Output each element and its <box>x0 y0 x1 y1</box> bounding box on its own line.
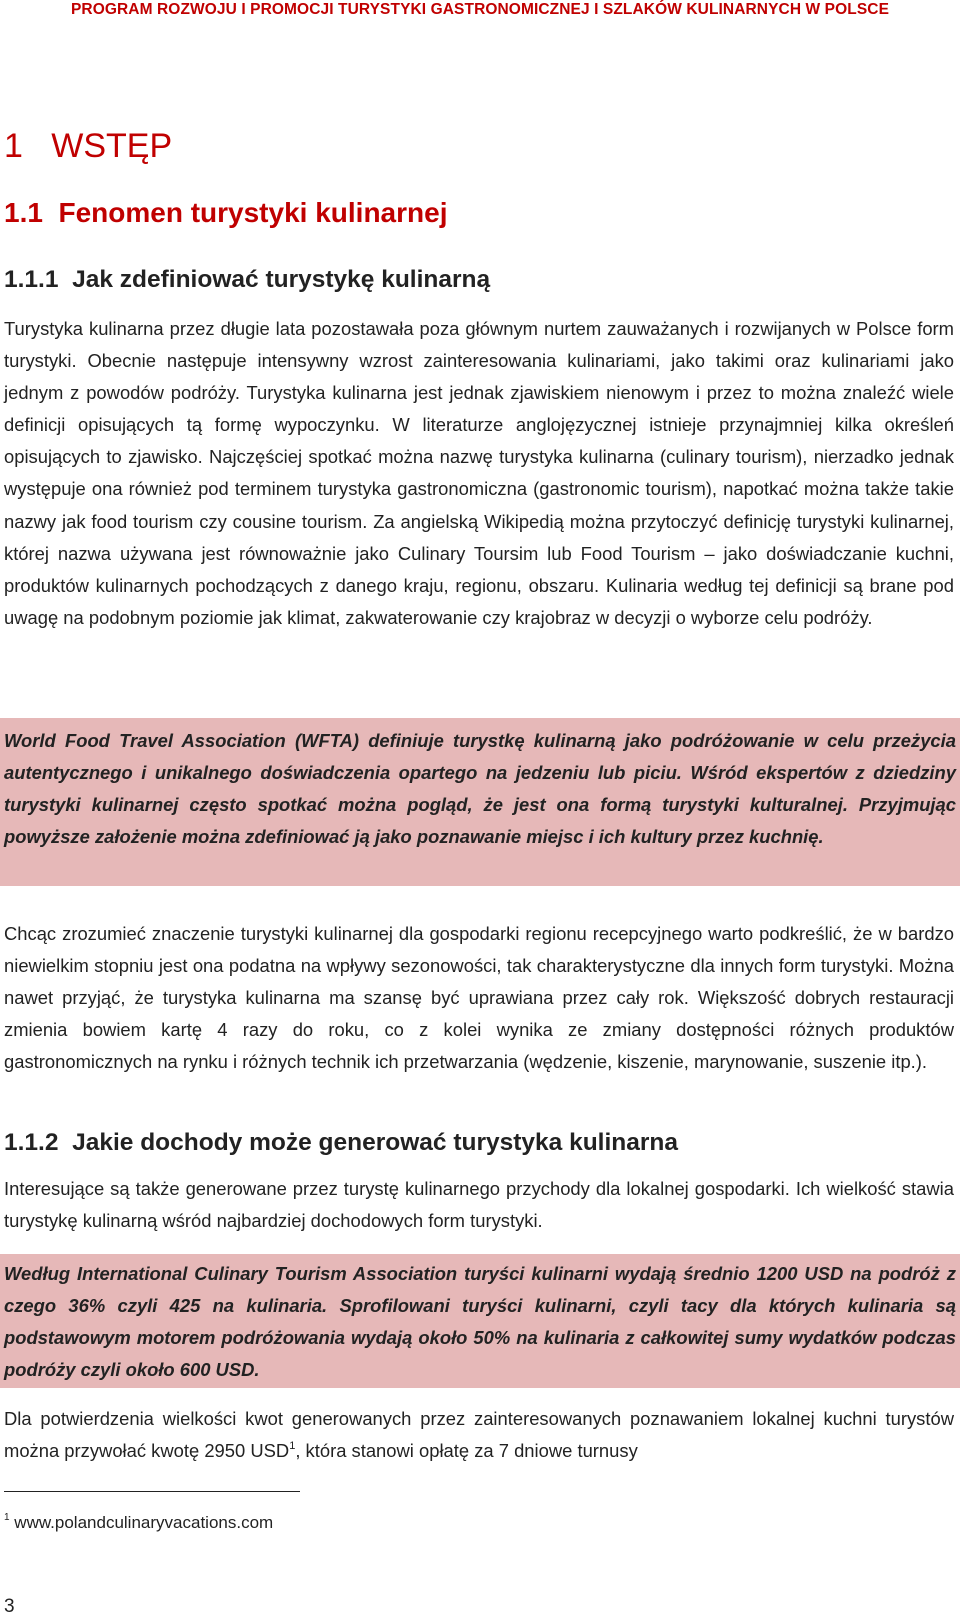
paragraph-definition: Turystyka kulinarna przez długie lata pozostawała poza głównym nurtem zauważanych i rozwijanych w Polsce form turystyki. Obecnie następuje intensywny wzrost zainteresowania kulinariami, jako takimi oraz kulinariami jako jednym z powodów podróży. Turystyka kulinarna jest jednak zjawiskiem nienowym i przez to można znaleźć wiele definicji opisujących tą formę wypoczynku. W literaturze anglojęzycznej istnieje przynajmniej kilka określeń opisujących to zjawisko. Najczęściej spotkać można nazwę turystyka kulinarna (culinary tourism), nierzadko jednak występuje ona również pod terminem turystyka gastronomiczna (gastronomic tourism), napotkać można także takie nazwy jak food tourism czy cousine tourism. Za angielską Wikipedią można przytoczyć definicję turystyki kulinarnej, której nazwa używana jest równoważnie jako Culinary Toursim lub Food Tourism – jako doświadczanie kuchni, produktów kulinarnych pochodzących z danego kraju, regionu, obszaru. Kulinaria według tej definicji są brane pod uwagę na podobnym poziomie jak klimat, zakwaterowanie czy krajobraz w decyzji o wyborze celu podróży. <box>4 318 954 628</box>
footnote-marker: 1 <box>4 1512 10 1524</box>
highlight-box-icta <box>0 1254 960 1388</box>
running-header: PROGRAM ROZWOJU I PROMOCJI TURYSTYKI GASTRONOMICZNEJ I SZLAKÓW KULINARNYCH W POLSCE <box>70 1 890 18</box>
paragraph-amounts-text-end: , która stanowi opłatę za 7 dniowe turnusy <box>295 1440 638 1462</box>
highlight-text-wfta: World Food Travel Association (WFTA) definiuje turystkę kulinarną jako podróżowanie w celu przeżycia autentycznego i unikalnego doświadczenia opartego na jedzeniu lub piciu. Wśród ekspertów z dziedziny turystyki kulinarnej często spotkać można pogląd, że jest ona formą turystyki kulturalnej. Przyjmując powyższe założenie można zdefiniować ją jako poznawanie miejsc i ich kultury przez kuchnię. <box>4 730 956 848</box>
footnote-reference[interactable]: 1 <box>289 1439 296 1452</box>
highlight-text-icta: Według International Culinary Tourism Association turyści kulinarni wydają średnio 1200 USD na podróż z czego 36% czyli 425 na kulinaria. Sprofilowani turyści kulinarni, czyli tacy dla których kulinaria są podstawowym motorem podróżowania wydają około 50% na kulinaria z całkowitej sumy wydatków podczas podróży czyli około 600 USD. <box>4 1263 956 1381</box>
paragraph-amounts-text: Dla potwierdzenia wielkości kwot generowanych przez zainteresowanych poznawaniem lokalnej kuchni turystów można przywołać kwotę 2950 USD <box>4 1408 954 1462</box>
footnote <box>4 1512 273 1534</box>
subsection-heading-2: 1.1.2 Jakie dochody może generować turystyka kulinarna <box>4 1129 679 1156</box>
section-heading: 1.1 Fenomen turystyki kulinarnej <box>4 197 448 228</box>
paragraph-amounts <box>4 1403 954 1467</box>
footnote-link[interactable]: www.polandculinaryvacations.com <box>9 1513 274 1532</box>
paragraph-seasonality: Chcąc zrozumieć znaczenie turystyki kulinarnej dla gospodarki regionu recepcyjnego warto podkreślić, że w bardzo niewielkim stopniu jest ona podatna na wpływy sezonowości, tak charakterystyczne dla innych form turystyki. Można nawet przyjąć, że turystyka kulinarna ma szansę być uprawiana przez cały rok. Większość dobrych restauracji zmienia bowiem kartę 4 razy do roku, co z kolei wynika ze zmiany dostępności różnych produktów gastronomicznych na rynku i różnych technik ich przetwarzania (wędzenie, kiszenie, marynowanie, suszenie itp.). <box>4 923 954 1073</box>
paragraph-income: Interesujące są także generowane przez turystę kulinarnego przychody dla lokalnej gospodarki. Ich wielkość stawia turystykę kulinarną wśród najbardziej dochodowych form turystyki. <box>4 1178 954 1232</box>
page-number: 3 <box>4 1596 15 1617</box>
chapter-heading: 1 WSTĘP <box>4 127 173 165</box>
subsection-heading-1: 1.1.1 Jak zdefiniować turystykę kulinarną <box>4 266 491 293</box>
highlight-box-wfta <box>0 718 960 886</box>
footnote-separator <box>4 1491 300 1492</box>
